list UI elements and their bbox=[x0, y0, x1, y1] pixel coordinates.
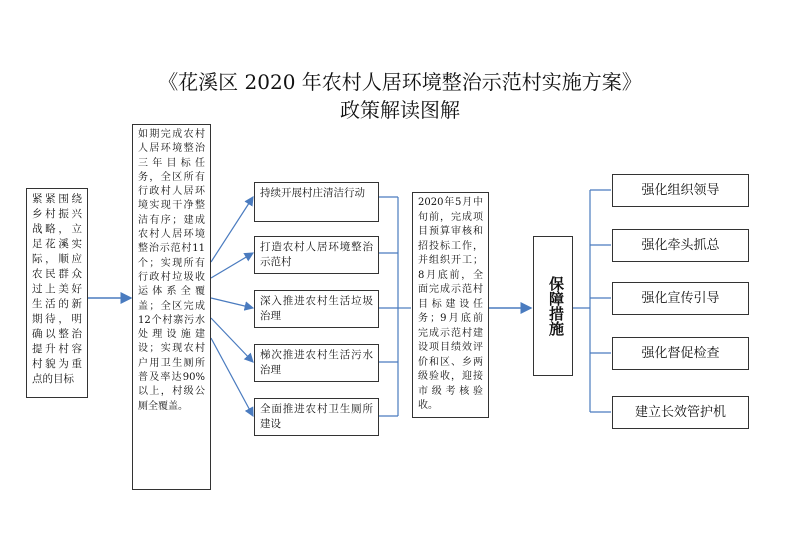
schedule-box: 2020年5月中旬前，完成项目预算审核和招投标工作，并组织开工；8月底前，全面完成示范村目标建设任务；9月底前完成示范村建设项目绩效评价和区、乡两级验收，迎接市级考核验收。 bbox=[412, 192, 489, 418]
measure-box-2: 强化牵头抓总 bbox=[612, 229, 749, 262]
diagram-subtitle: 政策解读图解 bbox=[340, 98, 460, 122]
measure-box-3: 强化宣传引导 bbox=[612, 282, 749, 315]
task-box-3: 深入推进农村生活垃圾治理 bbox=[254, 290, 379, 328]
guarantee-measures-box: 保障措施 bbox=[533, 236, 573, 376]
measure-box-4: 强化督促检查 bbox=[612, 337, 749, 370]
task-box-2: 打造农村人居环境整治示范村 bbox=[254, 236, 379, 274]
measure-box-5: 建立长效管护机 bbox=[612, 396, 749, 429]
task-box-5: 全面推进农村卫生厕所建设 bbox=[254, 398, 379, 436]
measure-box-1: 强化组织领导 bbox=[612, 174, 749, 207]
background-box: 紧紧围绕乡村振兴战略，立足花溪实际，顺应农民群众过上美好生活的新期待，明确以整治提升村容村貌为重点的目标 bbox=[26, 188, 88, 398]
diagram-title: 《花溪区 2020 年农村人居环境整治示范村实施方案》 bbox=[158, 70, 642, 94]
goal-box: 如期完成农村人居环境整治三年目标任务，全区所有行政村人居环境实现干净整洁有序；建成农村人居环境整治示范村11个；实现所有行政村垃圾收运体系全覆盖；全区完成12个村寨污水处理设施建设；实现农村户用卫生厕所普及率达90%以上，村级公厕全覆盖。 bbox=[132, 124, 211, 490]
task-box-4: 梯次推进农村生活污水治理 bbox=[254, 344, 379, 382]
task-box-1: 持续开展村庄清洁行动 bbox=[254, 182, 379, 222]
